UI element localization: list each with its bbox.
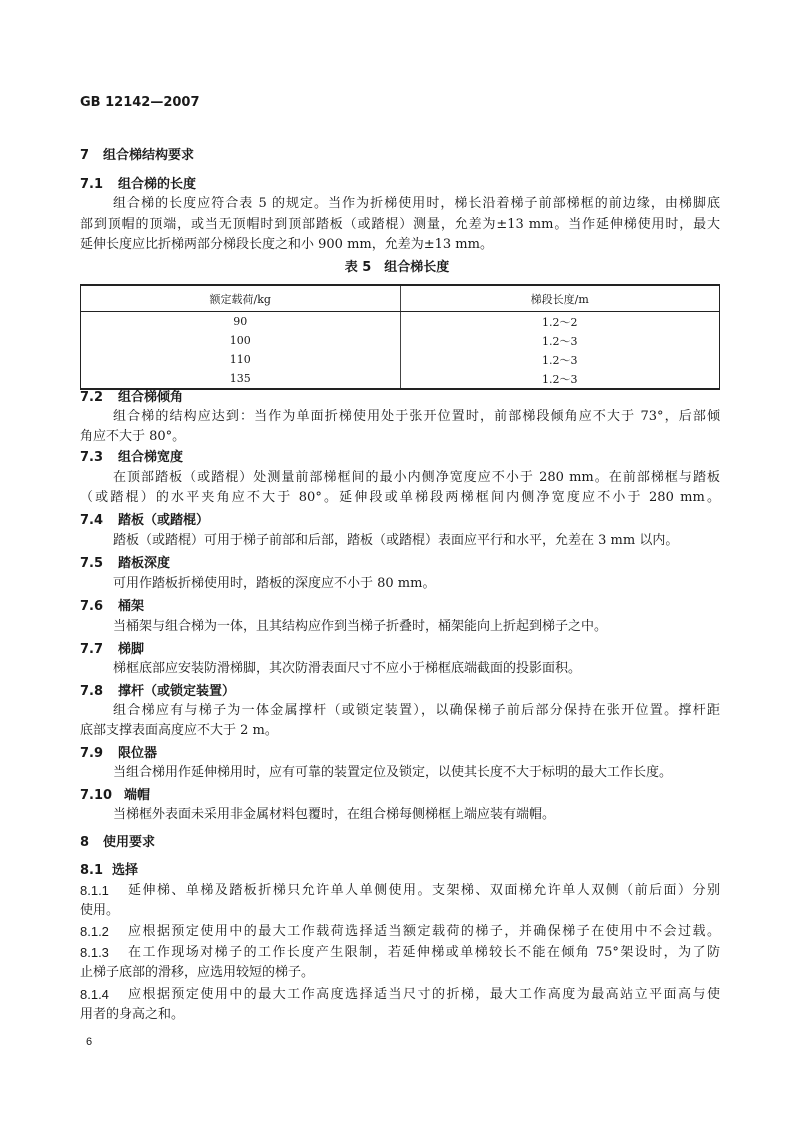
paragraph-line: 在顶部踏板（或踏棍）处测量前部梯框间的最小内侧净宽度应不小于 280 mm。在前部梯框与踏板 [113,470,720,485]
section-7-6-title: 桶架 [118,599,145,614]
paragraph-line: 底部支撑表面高度应不大于 2 m。 [80,723,278,738]
cell-length: 1.2～3 [542,334,578,348]
table-row [81,331,720,350]
paragraph-line: 组合梯的长度应符合表 5 的规定。当作为折梯使用时，梯长沿着梯子前部梯框的前边缘，由梯脚底 [113,196,720,211]
column-header: 额定载荷/kg [81,285,401,312]
section-7-5-number: 7.5 [80,556,104,571]
table-row [81,350,720,369]
cell-load: 135 [81,369,401,389]
paragraph-line: 延伸梯、单梯及踏板折梯只允许单人单侧使用。支架梯、双面梯允许单人双侧（前后面）分别 [128,883,720,898]
section-8-number: 8 [80,835,90,850]
section-7-7-number: 7.7 [80,642,104,657]
paragraph-line: （或踏棍）的水平夹角应不大于 80°。延伸段或单梯段两梯框间内侧净宽度应不小于 280 mm。 [80,490,720,505]
paragraph-line: 应根据预定使用中的最大工作载荷选择适当额定载荷的梯子，并确保梯子在使用中不会过载。 [128,924,720,939]
cell-load: 90 [81,312,401,332]
paragraph-line: 当桶架与组合梯为一体，且其结构应作到当梯子折叠时，桶架能向上折起到梯子之中。 [113,619,608,634]
column-header: 梯段长度/m [400,285,720,312]
section-8-title: 使用要求 [103,835,156,850]
section-7-4-number: 7.4 [80,513,104,528]
section-7-1-title: 组合梯的长度 [118,177,197,192]
section-7-6-number: 7.6 [80,599,104,614]
ladder-length-table [80,284,720,390]
cell-load: 100 [81,331,401,350]
section-7-10-title: 端帽 [124,788,151,803]
section-7-2-title: 组合梯倾角 [118,390,184,405]
section-7-7-title: 梯脚 [118,642,145,657]
paragraph-line: 使用。 [80,903,120,918]
paragraph-line: 组合梯的结构应达到：当作为单面折梯使用处于张开位置时，前部梯段倾角应不大于 73°，后部倾 [113,409,720,424]
paragraph-line: 延伸长度应比折梯两部分梯段长度之和小 900 mm，允差为±13 mm。 [80,237,493,252]
cell-length: 1.2～2 [542,315,578,329]
page-number: 6 [86,1036,93,1048]
paragraph-line: 在工作现场对梯子的工作长度产生限制，若延伸梯或单梯较长不能在倾角 75°架设时，为了防 [128,945,720,960]
section-7-title: 组合梯结构要求 [103,148,195,163]
section-7-9-number: 7.9 [80,746,104,761]
paragraph-line: 梯框底部应安装防滑梯脚，其次防滑表面尺寸不应小于梯框底端截面的投影面积。 [113,661,582,676]
table-row [81,369,720,389]
clause-8-1-4-number: 8.1.4 [80,987,109,1002]
paragraph-line: 部到顶帽的顶端，或当无顶帽时到顶部踏板（或踏棍）测量，允差为±13 mm。当作延伸梯使用时，最大 [80,217,720,232]
section-7-5-title: 踏板深度 [118,556,171,571]
table-caption: 表 5 组合梯长度 [344,260,450,275]
paragraph-line: 踏板（或踏棍）可用于梯子前部和后部，踏板（或踏棍）表面应平行和水平，允差在 3 mm 以内。 [113,533,679,548]
paragraph-line: 当组合梯用作延伸梯用时，应有可靠的装置定位及锁定，以使其长度不大于标明的最大工作长度。 [113,765,673,780]
cell-length: 1.2～3 [542,353,578,367]
clause-8-1-3-number: 8.1.3 [80,945,109,960]
paragraph-line: 当梯框外表面未采用非金属材料包覆时，在组合梯每侧梯框上端应装有端帽。 [113,807,556,822]
section-7-1-number: 7.1 [80,177,104,192]
section-8-1-number: 8.1 [80,863,104,878]
paragraph-line: 应根据预定使用中的最大工作高度选择适当尺寸的折梯，最大工作高度为最高站立平面高与使 [128,987,720,1002]
paragraph-line: 可用作踏板折梯使用时，踏板的深度应不小于 80 mm。 [113,576,436,591]
paragraph-line: 角应不大于 80°。 [80,429,186,444]
section-7-8-title: 撑杆（或锁定装置） [118,684,236,699]
section-8-1-title: 选择 [112,863,139,878]
section-7-9-title: 限位器 [118,746,158,761]
clause-8-1-2-number: 8.1.2 [80,924,109,939]
section-7-3-title: 组合梯宽度 [118,450,184,465]
section-7-2-number: 7.2 [80,390,104,405]
section-7-10-number: 7.10 [80,788,113,803]
cell-length: 1.2～3 [542,372,578,386]
cell-load: 110 [81,350,401,369]
section-7-8-number: 7.8 [80,684,104,699]
paragraph-line: 止梯子底部的滑移，应选用较短的梯子。 [80,965,315,980]
document-code: GB 12142—2007 [80,95,200,110]
section-7-3-number: 7.3 [80,450,104,465]
section-7-4-title: 踏板（或踏棍） [118,513,210,528]
paragraph-line: 组合梯应有与梯子为一体金属撑杆（或锁定装置），以确保梯子前后部分保持在张开位置。撑杆距 [113,703,720,718]
paragraph-line: 用者的身高之和。 [80,1007,185,1022]
section-7-number: 7 [80,148,90,163]
clause-8-1-1-number: 8.1.1 [80,883,109,898]
table-row [81,312,720,332]
